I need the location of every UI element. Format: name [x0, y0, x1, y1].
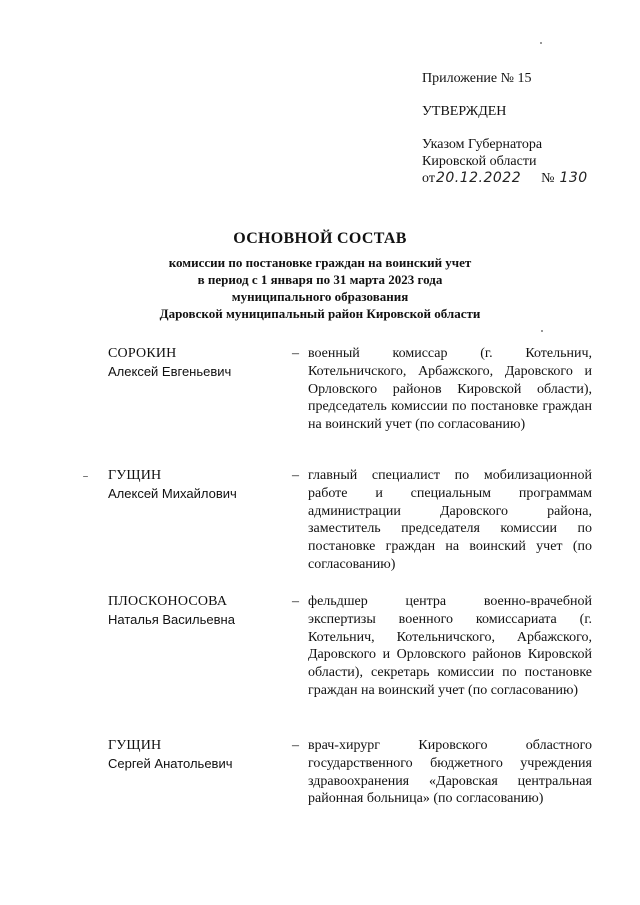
- decree-line-2: Кировской области: [422, 154, 537, 169]
- decree-line-1: Указом Губернатора: [422, 137, 543, 152]
- scan-speck: [540, 42, 542, 44]
- member-dash: –: [292, 738, 299, 753]
- member-name: [108, 467, 278, 503]
- member-surname: ГУЩИН: [108, 468, 162, 483]
- member-description: врач-хирург Кировского областного государственного бюджетного учреждения здравоохранения «Даровская центральная районная больница» (по согласованию): [308, 738, 592, 807]
- member-surname: СОРОКИН: [108, 346, 177, 361]
- approved-label: УТВЕРЖДЕН: [422, 104, 507, 119]
- member-name: [108, 345, 278, 381]
- member-dash: –: [292, 468, 299, 483]
- member-given-name: Сергей Анатольевич: [108, 755, 233, 771]
- document-title: [0, 230, 640, 322]
- member-dash: –: [292, 346, 299, 361]
- title-line-1: комиссии по постановке граждан на воинский учет: [168, 255, 472, 270]
- member-description: военный комиссар (г. Котельнич, Котельничского, Арбажского, Даровского и Орловского районов Кировской области), председатель комиссии по постановке граждан на воинский учет (по согласованию): [308, 346, 592, 433]
- title-line-2: в период с 1 января по 31 марта 2023 года: [197, 272, 443, 287]
- member-given-name: Алексей Михайлович: [108, 485, 237, 501]
- member-surname: ГУЩИН: [108, 738, 162, 753]
- title-line-3: муниципального образования: [231, 289, 409, 304]
- member-name: [108, 593, 278, 629]
- handwritten-date: 20.12.2022: [435, 170, 522, 186]
- member-given-name: Наталья Васильевна: [108, 611, 235, 627]
- decree-date-line: [422, 170, 588, 187]
- member-surname: ПЛОСКОНОСОВА: [108, 594, 228, 609]
- approval-block: [422, 70, 588, 187]
- member-description: фельдшер центра военно-врачебной экспертизы военного комиссариата (г. Котельнич, Котельничского, Арбажского, Даровского и Орловского районов Кировской области), секретарь комиссии по постановке граждан на воинский учет (по согласованию): [308, 594, 592, 698]
- date-prefix: от: [422, 171, 435, 186]
- handwritten-number: 130: [559, 170, 588, 186]
- appendix-label: Приложение № 15: [422, 71, 532, 86]
- scan-speck: [541, 330, 543, 332]
- title-main: ОСНОВНОЙ СОСТАВ: [233, 230, 407, 247]
- member-description: главный специалист по мобилизационной работе и специальным программам администрации Даровского района, заместитель председателя комиссии по постановке граждан на воинский учет (по согласованию): [308, 468, 592, 572]
- number-label: №: [541, 171, 555, 186]
- title-line-4: Даровской муниципальный район Кировской области: [159, 306, 481, 321]
- member-given-name: Алексей Евгеньевич: [108, 363, 232, 379]
- scan-speck: [83, 476, 88, 477]
- member-name: [108, 737, 278, 773]
- member-dash: –: [292, 594, 299, 609]
